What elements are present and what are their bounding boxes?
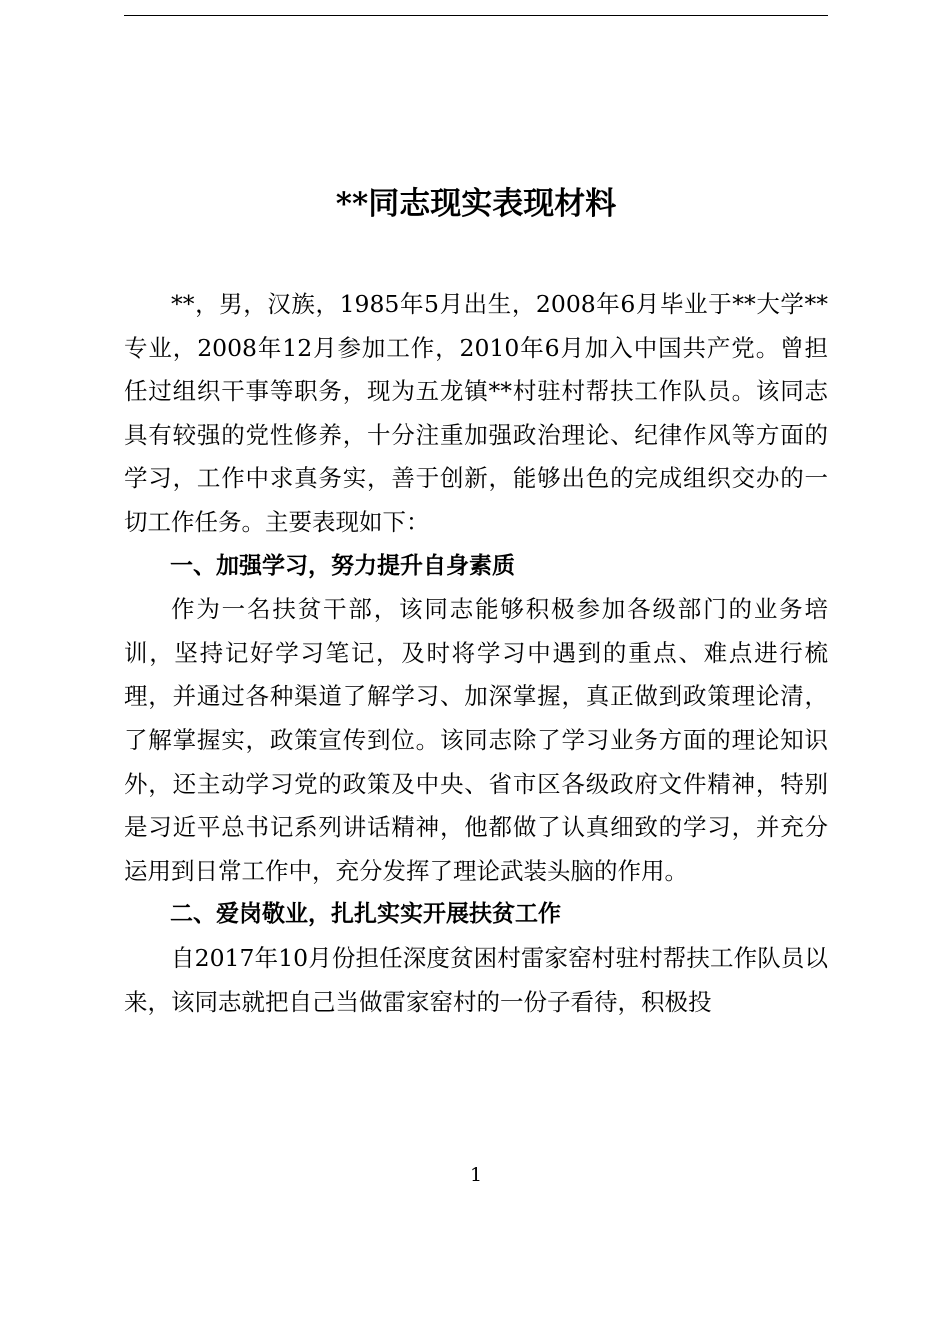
- section-2-paragraph: 自2017年10月份担任深度贫困村雷家窑村驻村帮扶工作队员以来，该同志就把自己当做雷家窑村的一份子看待，积极投: [124, 943, 828, 1016]
- section-1-heading: 一、加强学习，努力提升自身素质: [170, 552, 515, 579]
- intro-paragraph: **，男，汉族，1985年5月出生，2008年6月毕业于**大学**专业，2008年12月参加工作，2010年6月加入中国共产党。曾担任过组织干事等职务，现为五龙镇**村驻村帮扶工作队员。该同志具有较强的党性修养，十分注重加强政治理论、纪律作风等方面的学习，工作中求真务实，善于创新，能够出色的完成组织交办的一切工作任务。主要表现如下：: [124, 290, 828, 536]
- section-1-paragraph: 作为一名扶贫干部，该同志能够积极参加各级部门的业务培训，坚持记好学习笔记，及时将学习中遇到的重点、难点进行梳理，并通过各种渠道了解学习、加深掌握，真正做到政策理论清，了解掌握实，政策宣传到位。该同志除了学习业务方面的理论知识外，还主动学习党的政策及中央、省市区各级政府文件精神，特别是习近平总书记系列讲话精神，他都做了认真细致的学习，并充分运用到日常工作中，充分发挥了理论武装头脑的作用。: [124, 595, 828, 885]
- section-2-heading: 二、爱岗敬业，扎扎实实开展扶贫工作: [170, 901, 561, 928]
- document-title: **同志现实表现材料: [335, 186, 617, 222]
- page-number: 1: [469, 1164, 483, 1186]
- header-rule: [124, 15, 828, 16]
- document-body: [124, 283, 828, 1024]
